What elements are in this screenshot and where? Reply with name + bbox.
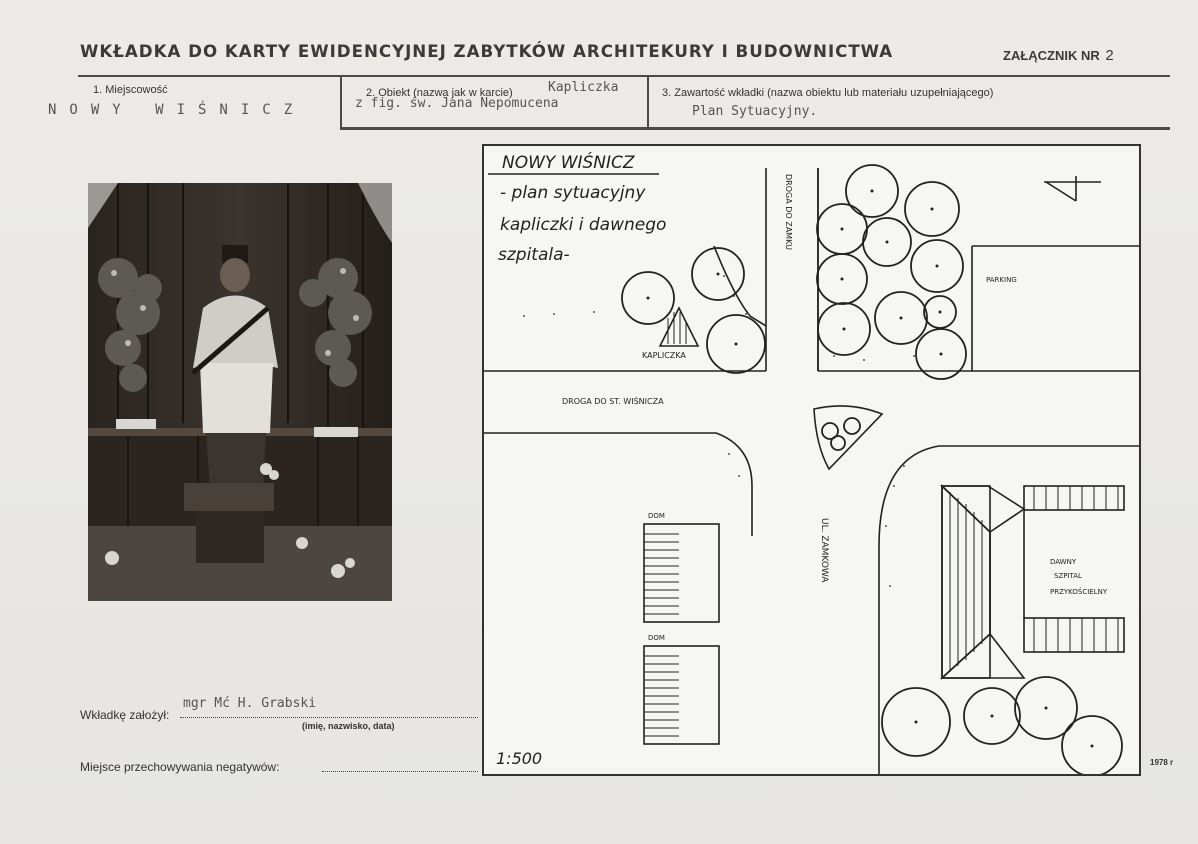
object-value-line1: Kapliczka (548, 80, 619, 95)
plan-drawing (484, 146, 1139, 774)
annex-number: 2 (1105, 47, 1114, 64)
created-by-value: mgr Mć H. Grabski (183, 696, 317, 711)
label-house-2: DOM (648, 634, 665, 642)
object-label: 2. Obiekt (nazwa jak w karcie) (366, 87, 513, 99)
label-hospital-3: PRZYKOŚCIELNY (1050, 588, 1108, 596)
object-value-line2: z fig. św. Jana Nepomucena (355, 96, 559, 111)
plan-title: NOWY WIŚNICZ (502, 153, 635, 173)
label-road-castle: DROGA DO ZAMKU (784, 174, 793, 250)
label-chapel: KAPLICZKA (642, 351, 686, 360)
label-house-1: DOM (648, 512, 665, 520)
locality-value: NOWY WIŚNICZ (48, 102, 306, 118)
annex-label-text: ZAŁĄCZNIK NR (1003, 48, 1100, 63)
created-by-label: Wkładkę założył: (80, 708, 170, 722)
label-street: UL. ZAMKOWA (819, 518, 829, 583)
content-label: 3. Zawartość wkładki (nazwa obiektu lub materiału uzupełniającego) (662, 87, 994, 99)
created-by-dotted-line (180, 717, 478, 718)
header-top-rule (78, 75, 1170, 77)
plan-scale: 1:500 (496, 749, 543, 768)
negatives-dotted-line (322, 771, 478, 772)
plan-subtitle-2: kapliczki i dawnego (500, 215, 667, 235)
label-parking: PARKING (986, 276, 1017, 284)
plan-subtitle-1: - plan sytuacyjny (500, 183, 646, 203)
field-divider-1 (340, 76, 342, 128)
content-value: Plan Sytuacyjny. (692, 104, 818, 119)
year-mark: 1978 r (1150, 758, 1174, 767)
field-divider-2 (647, 76, 649, 128)
plan-subtitle-3: szpitala- (498, 245, 570, 265)
header-bottom-rule (340, 127, 1170, 130)
locality-label: 1. Miejscowość (93, 84, 168, 96)
chapel-photograph (88, 183, 392, 601)
created-by-hint: (imię, nazwisko, data) (302, 721, 395, 731)
chapel-photo-image (88, 183, 392, 601)
label-road-old: DROGA DO ST. WIŚNICZA (562, 397, 664, 406)
annex-label (1003, 47, 1114, 64)
label-hospital-2: SZPITAL (1054, 572, 1082, 580)
situation-plan (482, 144, 1141, 776)
document-title: WKŁADKA DO KARTY EWIDENCYJNEJ ZABYTKÓW ARCHITEKURY I BUDOWNICTWA (80, 42, 894, 62)
label-hospital-1: DAWNY (1050, 558, 1077, 566)
negatives-label: Miejsce przechowywania negatywów: (80, 760, 280, 774)
